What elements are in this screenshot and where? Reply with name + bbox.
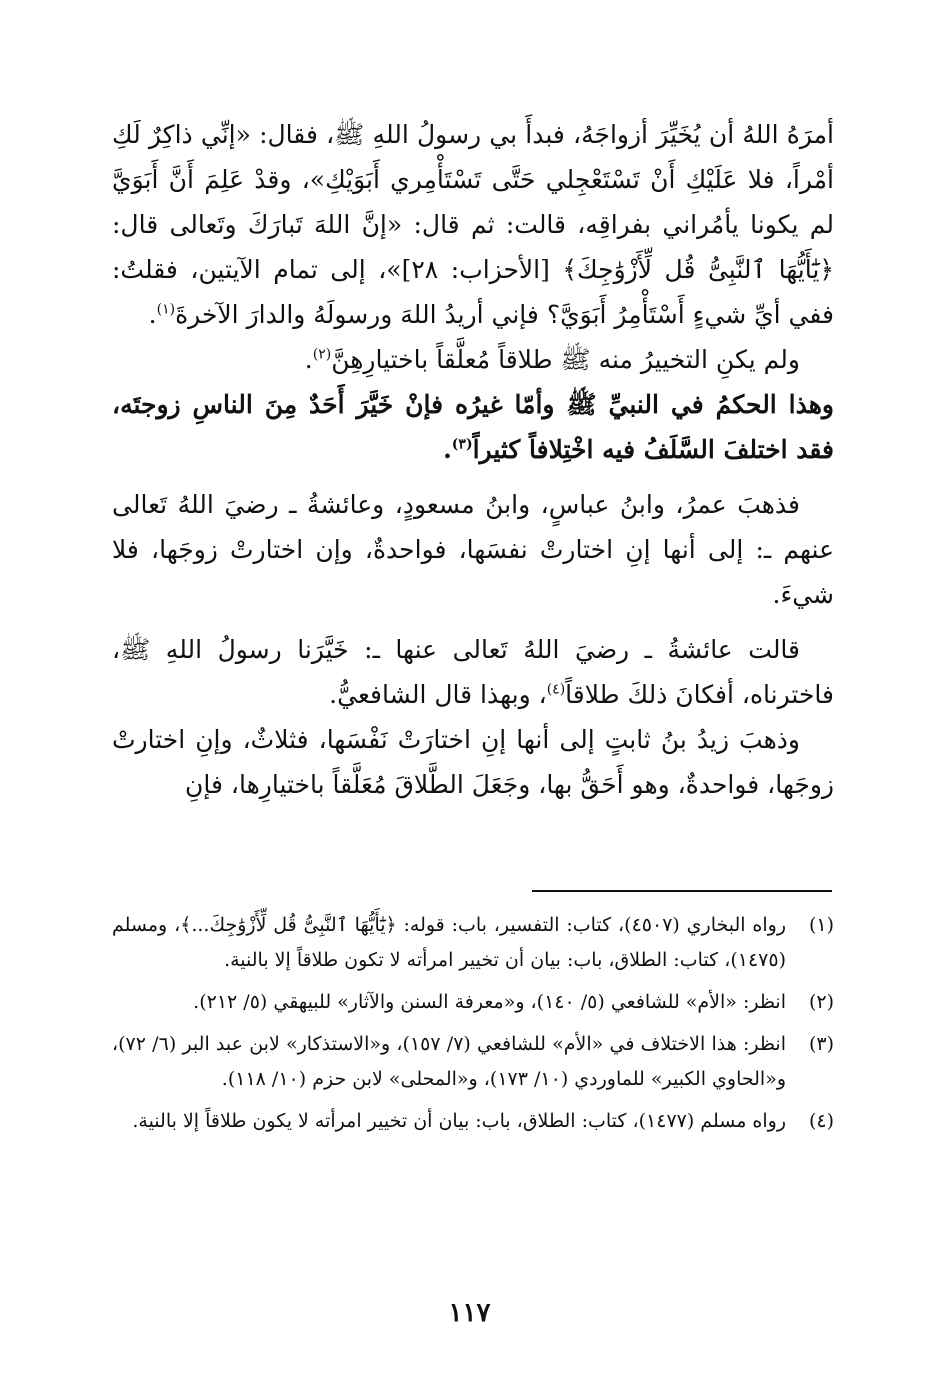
- paragraph-end: ، وبهذا قال الشافعيُّ.: [329, 680, 547, 709]
- paragraph-4: [112, 482, 834, 617]
- footnote-divider: [532, 890, 832, 892]
- paragraph-text: أمرَهُ اللهُ أن يُخَيِّرَ أزواجَهُ، فبدأَ بي رسولُ اللهِ ﷺ، فقال: «إنِّي ذاكِرٌ لَكِ أمْراً، فلا عَلَيْكِ أَنْ تَسْتَعْجِلي حَتَّى تَسْتَأْمِري أَبَوَيْكِ»، وقدْ عَلِمَ أَنَّ أَبَوَيَّ لم يكونا يأمُراني بفراقِه، قالت: ثم قال: «إنَّ اللهَ تَبارَكَ وتَعالى قال: ﴿يَٰٓأَيُّهَا ٱلنَّبِىُّ قُل لِّأَزْوَٰجِكَ﴾ [الأحزاب: ٢٨]»، إلى تمام الآيتين، فقلتُ: ففي أيِّ شيءٍ أَسْتَأْمِرُ أَبَوَيَّ؟ فإني أريدُ اللهَ ورسولَهُ والدارَ الآخرةَ: [112, 120, 834, 329]
- paragraph-end: .: [148, 300, 157, 329]
- footnote-text: رواه مسلم (١٤٧٧)، كتاب: الطلاق، باب: بيان أن تخيير امرأته لا يكون طلاقاً إلا بالنية.: [132, 1110, 786, 1132]
- paragraph-text: قالت عائشةُ ـ رضيَ اللهُ تَعالى عنها ـ: خَيَّرَنا رسولُ اللهِ ﷺ، فاخترناه، أفكانَ ذلكَ طلاقاً: [112, 635, 834, 709]
- paragraph-text: وذهبَ زيدُ بنُ ثابتٍ إلى أنها إنِ اختارَتْ نَفْسَها، فثلاثٌ، وإنِ اختارتْ زوجَها، فواحدةٌ، وهو أَحَقُّ بها، وجَعَلَ الطَّلاقَ مُعَلَّقاً باختيارِها، فإنِ: [112, 725, 834, 799]
- footnote-number: (٣): [808, 1033, 834, 1055]
- footnote-text: انظر: هذا الاختلاف في «الأم» للشافعي (٧/ ١٥٧)، و«الاستذكار» لابن عبد البر (٦/ ٧٢)، و«الحاوي الكبير» للماوردي (١٠/ ١٧٣)، و«المحلى» لابن حزم (١٠/ ١١٨).: [112, 1033, 786, 1090]
- main-text: [112, 112, 834, 807]
- footnote-marker: (١): [156, 301, 176, 318]
- paragraph-6: [112, 717, 834, 807]
- paragraph-2: [112, 337, 834, 382]
- footnote-number: (١): [808, 914, 834, 936]
- footnotes: [112, 908, 834, 1146]
- paragraph-5: [112, 627, 834, 717]
- paragraph-3: [112, 382, 834, 472]
- footnote-number: (٢): [808, 991, 834, 1013]
- paragraph-text: وهذا الحكمُ في النبيِّ ﷺ وأمّا غيرُه فإنْ خَيَّرَ أَحَدٌ مِنَ الناسِ زوجتَه، فقد اختلفَ السَّلَفُ فيه اخْتِلافاً كثيراً: [112, 390, 834, 464]
- paragraph-end: .: [304, 345, 313, 374]
- footnote-text: انظر: «الأم» للشافعي (٥/ ١٤٠)، و«معرفة السنن والآثار» للبيهقي (٥/ ٢١٢).: [193, 991, 786, 1013]
- footnote-marker: (٤): [546, 681, 566, 698]
- footnote-marker: (٣): [451, 436, 473, 453]
- footnote-marker: (٢): [312, 346, 332, 363]
- footnote-4: [112, 1104, 834, 1139]
- footnote-2: [112, 985, 834, 1020]
- paragraph-1: [112, 112, 834, 337]
- paragraph-end: .: [443, 435, 452, 464]
- footnote-1: [112, 908, 834, 978]
- paragraph-text: ولم يكنِ التخييرُ منه ﷺ طلاقاً مُعلَّقاً باختيارِهِنَّ: [331, 345, 800, 374]
- paragraph-text: فذهبَ عمرُ، وابنُ عباسٍ، وابنُ مسعودٍ، وعائشةُ ـ رضيَ اللهُ تَعالى عنهم ـ: إلى أنها إنِ اختارتْ نفسَها، فواحدةٌ، وإن اختارتْ زوجَها، فلا شيءَ.: [112, 490, 834, 609]
- footnote-text: رواه البخاري (٤٥٠٧)، كتاب: التفسير، باب: قوله: ﴿يَٰٓأَيُّهَا ٱلنَّبِىُّ قُل لِّأَزْوَٰجِكَ...﴾، ومسلم (١٤٧٥)، كتاب: الطلاق، باب: بيان أن تخيير امرأته لا تكون طلاقاً إلا بالنية.: [112, 914, 786, 971]
- footnote-number: (٤): [808, 1110, 834, 1132]
- footnote-3: [112, 1027, 834, 1097]
- page-number: ١١٧: [448, 1298, 491, 1328]
